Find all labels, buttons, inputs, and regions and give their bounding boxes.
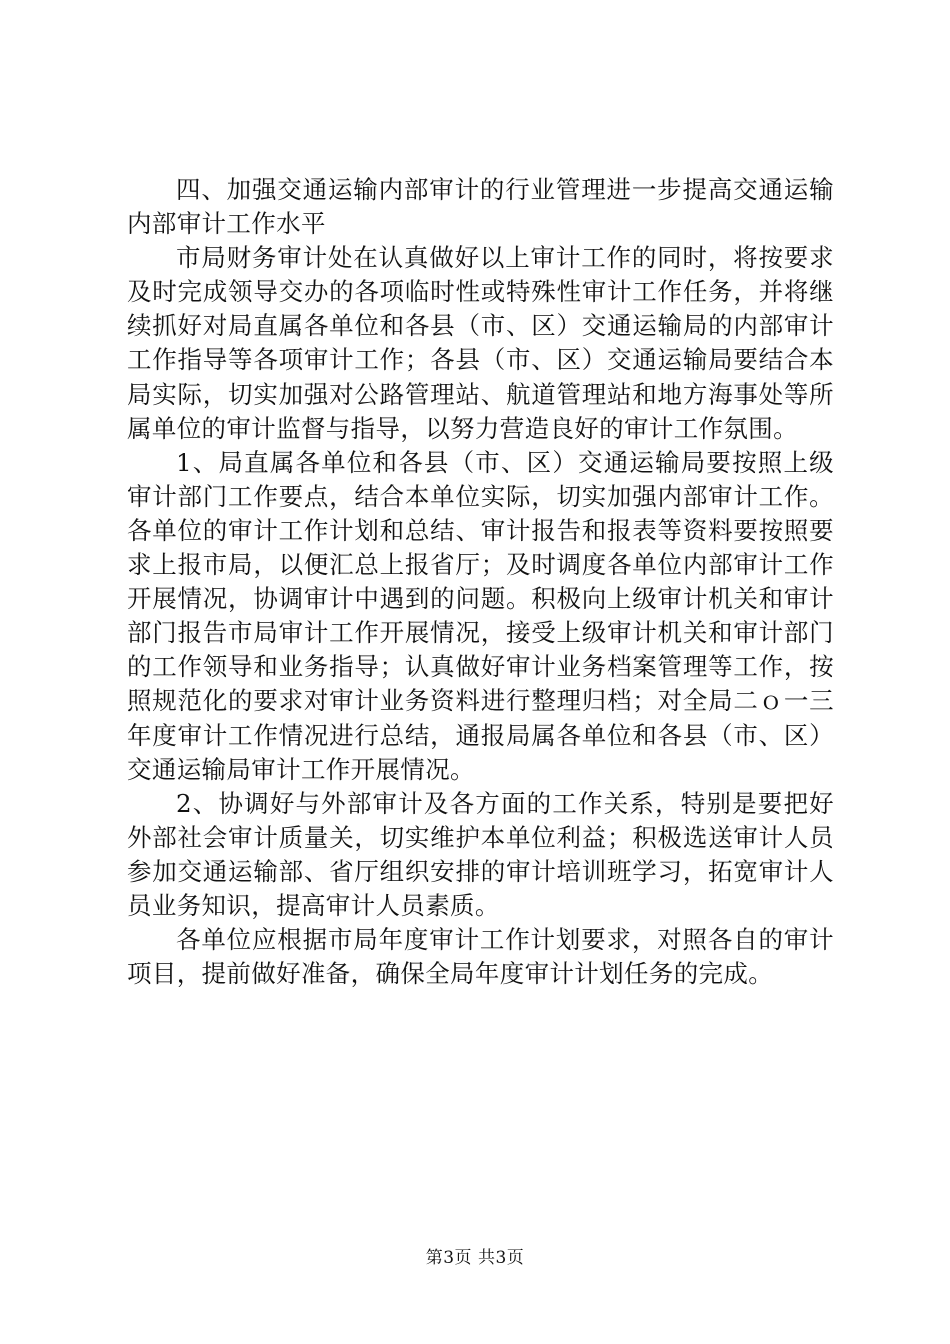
page-number-footer: 第3页 共3页 bbox=[425, 1248, 525, 1268]
closing-paragraph: 各单位应根据市局年度审计工作计划要求，对照各自的审计项目，提前做好准备，确保全局年度审计计划任务的完成。 bbox=[127, 925, 834, 989]
item-2-paragraph: 2、协调好与外部审计及各方面的工作关系，特别是要把好外部社会审计质量关，切实维护本单位利益；积极选送审计人员参加交通运输部、省厅组织安排的审计培训班学习，拓宽审计人员业务知识，提高审计人员素质。 bbox=[127, 788, 834, 920]
document-body bbox=[127, 173, 834, 991]
section-heading-paragraph: 四、加强交通运输内部审计的行业管理进一步提高交通运输内部审计工作水平 bbox=[127, 175, 834, 239]
body-paragraph: 市局财务审计处在认真做好以上审计工作的同时，将按要求及时完成领导交办的各项临时性或特殊性审计工作任务，并将继续抓好对局直属各单位和各县（市、区）交通运输局的内部审计工作指导等各项审计工作；各县（市、区）交通运输局要结合本局实际，切实加强对公路管理站、航道管理站和地方海事处等所属单位的审计监督与指导，以努力营造良好的审计工作氛围。 bbox=[127, 243, 834, 443]
item-1-paragraph: 1、局直属各单位和各县（市、区）交通运输局要按照上级审计部门工作要点，结合本单位实际，切实加强内部审计工作。各单位的审计工作计划和总结、审计报告和报表等资料要按照要求上报市局，以便汇总上报省厅；及时调度各单位内部审计工作开展情况，协调审计中遇到的问题。积极向上级审计机关和审计部门报告市局审计工作开展情况，接受上级审计机关和审计部门的工作领导和业务指导；认真做好审计业务档案管理等工作，按照规范化的要求对审计业务资料进行整理归档；对全局二ｏ一三年度审计工作情况进行总结，通报局属各单位和各县（市、区）交通运输局审计工作开展情况。 bbox=[127, 447, 834, 784]
